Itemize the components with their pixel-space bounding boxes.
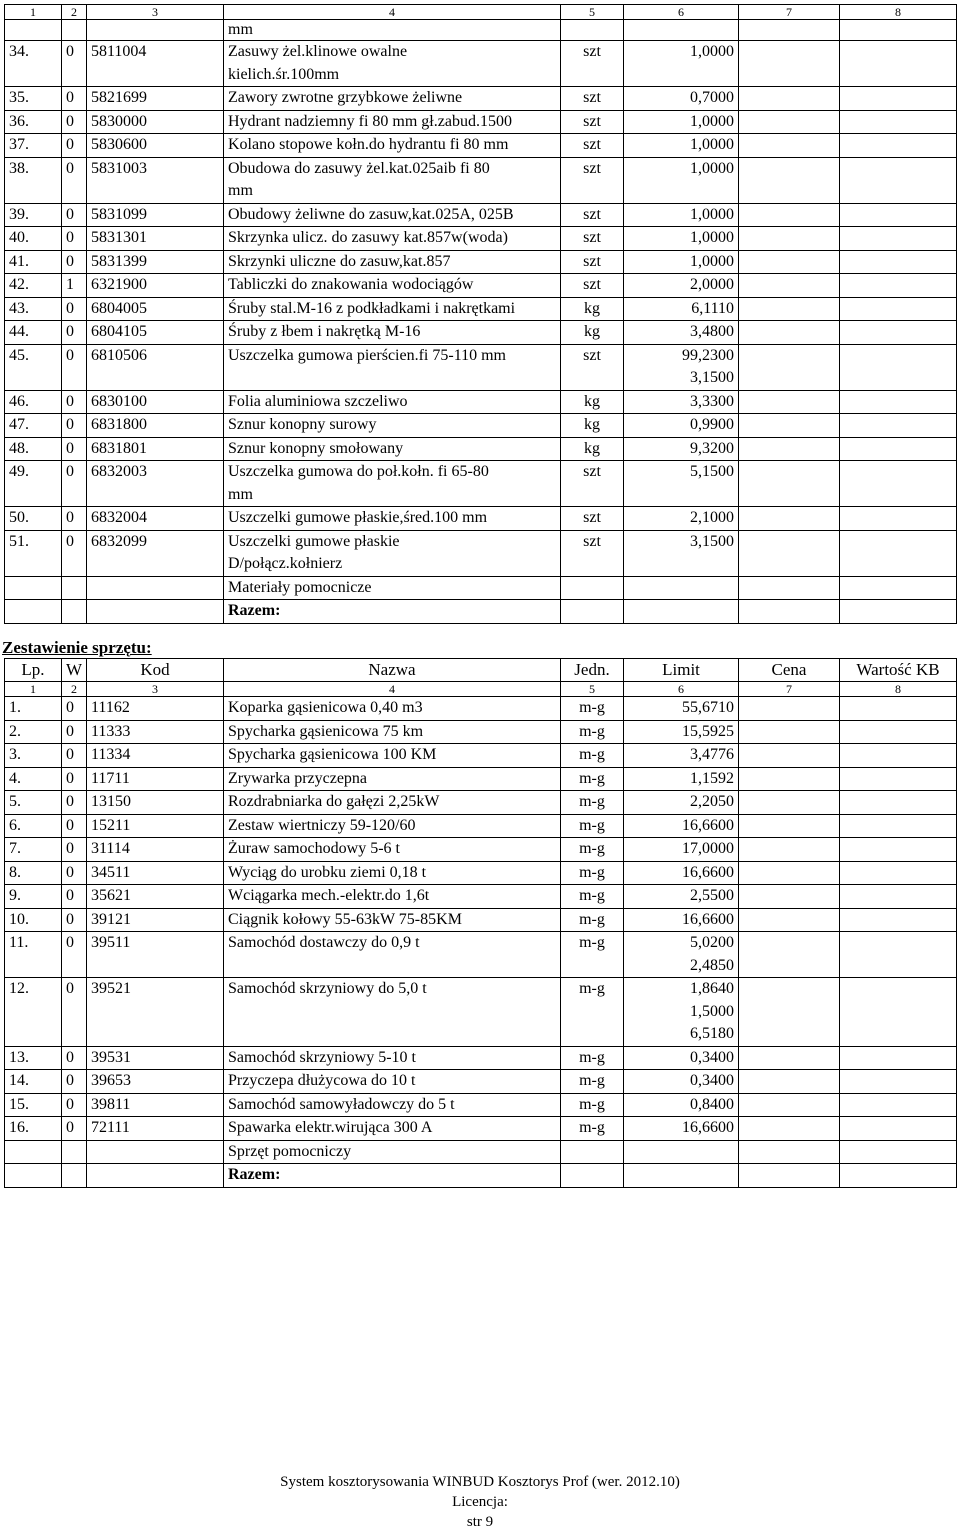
row-lp: 41.: [5, 250, 62, 274]
col-number: 8: [840, 682, 957, 697]
row-kod: 5831301: [87, 227, 224, 251]
row-w: 0: [62, 838, 87, 862]
equipment-row: [5, 1117, 957, 1141]
continuation-text: mm: [224, 20, 561, 41]
row-w: 0: [62, 885, 87, 909]
row-nazwa: Śruby z łbem i nakrętką M-16: [224, 321, 561, 345]
row-lp: 51.: [5, 530, 62, 576]
row-jedn: kg: [561, 414, 624, 438]
row-lp: 48.: [5, 437, 62, 461]
row-ilosc: 1,0000: [624, 250, 739, 274]
row-ilosc: 3,3300: [624, 390, 739, 414]
row-kod: 39811: [87, 1093, 224, 1117]
row-jedn: szt: [561, 461, 624, 507]
material-row: [5, 157, 957, 203]
row-jedn: m-g: [561, 885, 624, 909]
row-lp: 8.: [5, 861, 62, 885]
row-jedn: szt: [561, 227, 624, 251]
row-kod: 11333: [87, 720, 224, 744]
col-number: 1: [5, 682, 62, 697]
row-w: 0: [62, 978, 87, 1047]
row-kod: 5830000: [87, 110, 224, 134]
row-jedn: szt: [561, 110, 624, 134]
row-nazwa: Samochód skrzyniowy do 5,0 t: [224, 978, 561, 1047]
row-nazwa: Zestaw wiertniczy 59-120/60: [224, 814, 561, 838]
row-limit: 1,8640 1,5000 6,5180: [624, 978, 739, 1047]
col-number: 3: [87, 682, 224, 697]
col-number: 3: [87, 5, 224, 20]
row-lp: 49.: [5, 461, 62, 507]
row-kod: 5831099: [87, 203, 224, 227]
row-w: 0: [62, 227, 87, 251]
aux-equipment-label: Sprzęt pomocniczy: [224, 1140, 561, 1164]
row-kod: 6832004: [87, 507, 224, 531]
equipment-row: [5, 932, 957, 978]
row-jedn: szt: [561, 87, 624, 111]
row-jedn: szt: [561, 41, 624, 87]
equipment-row: [5, 1046, 957, 1070]
row-limit: 0,3400: [624, 1046, 739, 1070]
row-ilosc: 1,0000: [624, 110, 739, 134]
row-lp: 36.: [5, 110, 62, 134]
row-kod: 31114: [87, 838, 224, 862]
row-jedn: szt: [561, 157, 624, 203]
row-w: 0: [62, 203, 87, 227]
row-nazwa: Uszczelka gumowa pierścien.fi 75-110 mm: [224, 344, 561, 390]
row-jedn: m-g: [561, 791, 624, 815]
row-limit: 16,6600: [624, 861, 739, 885]
row-w: 0: [62, 461, 87, 507]
row-nazwa: Skrzynka ulicz. do zasuwy kat.857w(woda): [224, 227, 561, 251]
row-kod: 72111: [87, 1117, 224, 1141]
row-limit: 16,6600: [624, 814, 739, 838]
row-lp: 16.: [5, 1117, 62, 1141]
row-w: 0: [62, 767, 87, 791]
equipment-row: [5, 697, 957, 721]
continuation-row: [5, 20, 957, 41]
equipment-table-body: [5, 659, 957, 1141]
row-jedn: kg: [561, 297, 624, 321]
row-jedn: szt: [561, 250, 624, 274]
row-w: 0: [62, 250, 87, 274]
equipment-row: [5, 978, 957, 1047]
material-row: [5, 530, 957, 576]
row-kod: 35621: [87, 885, 224, 909]
row-nazwa: Spycharka gąsienicowa 100 KM: [224, 744, 561, 768]
equipment-row: [5, 744, 957, 768]
row-ilosc: 3,4800: [624, 321, 739, 345]
materials-column-numbers: [5, 5, 957, 20]
col-number: 2: [62, 682, 87, 697]
material-row: [5, 344, 957, 390]
row-kod: 13150: [87, 791, 224, 815]
material-row: [5, 274, 957, 298]
row-jedn: szt: [561, 134, 624, 158]
col-number: 6: [624, 682, 739, 697]
row-kod: 6321900: [87, 274, 224, 298]
col-number: 8: [840, 5, 957, 20]
row-jedn: m-g: [561, 744, 624, 768]
row-nazwa: Uszczelki gumowe płaskie,śred.100 mm: [224, 507, 561, 531]
row-ilosc: 1,0000: [624, 41, 739, 87]
row-nazwa: Zawory zwrotne grzybkowe żeliwne: [224, 87, 561, 111]
row-lp: 35.: [5, 87, 62, 111]
row-limit: 16,6600: [624, 908, 739, 932]
row-ilosc: 5,1500: [624, 461, 739, 507]
row-kod: 11162: [87, 697, 224, 721]
row-ilosc: 9,3200: [624, 437, 739, 461]
material-row: [5, 203, 957, 227]
row-w: 0: [62, 861, 87, 885]
row-jedn: m-g: [561, 720, 624, 744]
equipment-row: [5, 861, 957, 885]
row-nazwa: Spawarka elektr.wirująca 300 A: [224, 1117, 561, 1141]
materials-table-body: [5, 5, 957, 577]
header-nazwa: Nazwa: [224, 659, 561, 682]
equipment-summary: [5, 1140, 957, 1187]
row-jedn: m-g: [561, 932, 624, 978]
row-w: 0: [62, 791, 87, 815]
row-jedn: m-g: [561, 814, 624, 838]
row-w: 0: [62, 697, 87, 721]
row-w: 0: [62, 1093, 87, 1117]
row-kod: 5831399: [87, 250, 224, 274]
row-nazwa: Tabliczki do znakowania wodociągów: [224, 274, 561, 298]
row-jedn: m-g: [561, 1093, 624, 1117]
equipment-total-label: Razem:: [224, 1164, 561, 1188]
row-nazwa: Sznur konopny smołowany: [224, 437, 561, 461]
row-w: 0: [62, 414, 87, 438]
equipment-row: [5, 767, 957, 791]
row-limit: 5,0200 2,4850: [624, 932, 739, 978]
row-lp: 3.: [5, 744, 62, 768]
row-nazwa: Skrzynki uliczne do zasuw,kat.857: [224, 250, 561, 274]
row-lp: 43.: [5, 297, 62, 321]
row-nazwa: Hydrant nadziemny fi 80 mm gł.zabud.1500: [224, 110, 561, 134]
footer-license-text: Licencja:: [452, 1494, 508, 1510]
row-lp: 12.: [5, 978, 62, 1047]
row-w: 0: [62, 157, 87, 203]
equipment-section-title: Zestawienie sprzętu:: [2, 638, 152, 657]
row-lp: 4.: [5, 767, 62, 791]
row-ilosc: 3,1500: [624, 530, 739, 576]
row-lp: 38.: [5, 157, 62, 203]
row-w: 0: [62, 1070, 87, 1094]
materials-total-label: Razem:: [224, 600, 561, 624]
row-kod: 6832003: [87, 461, 224, 507]
row-limit: 3,4776: [624, 744, 739, 768]
col-number: 5: [561, 682, 624, 697]
row-jedn: szt: [561, 530, 624, 576]
row-kod: 39531: [87, 1046, 224, 1070]
row-ilosc: 0,7000: [624, 87, 739, 111]
row-w: 0: [62, 507, 87, 531]
row-kod: 34511: [87, 861, 224, 885]
row-kod: 5811004: [87, 41, 224, 87]
material-row: [5, 110, 957, 134]
row-w: 0: [62, 720, 87, 744]
row-ilosc: 2,0000: [624, 274, 739, 298]
row-lp: 15.: [5, 1093, 62, 1117]
row-nazwa: Wciągarka mech.-elektr.do 1,6t: [224, 885, 561, 909]
row-nazwa: Zasuwy żel.klinowe owalne kielich.śr.100mm: [224, 41, 561, 87]
row-lp: 50.: [5, 507, 62, 531]
row-limit: 0,8400: [624, 1093, 739, 1117]
row-lp: 11.: [5, 932, 62, 978]
row-jedn: m-g: [561, 1046, 624, 1070]
row-jedn: szt: [561, 274, 624, 298]
row-jedn: szt: [561, 344, 624, 390]
col-number: 6: [624, 5, 739, 20]
row-jedn: m-g: [561, 1070, 624, 1094]
row-ilosc: 6,1110: [624, 297, 739, 321]
row-nazwa: Spycharka gąsienicowa 75 km: [224, 720, 561, 744]
row-limit: 1,1592: [624, 767, 739, 791]
row-w: 0: [62, 437, 87, 461]
row-ilosc: 2,1000: [624, 507, 739, 531]
material-row: [5, 227, 957, 251]
equipment-table: [4, 658, 957, 1188]
row-jedn: m-g: [561, 838, 624, 862]
row-w: 0: [62, 744, 87, 768]
row-lp: 47.: [5, 414, 62, 438]
row-w: 0: [62, 321, 87, 345]
equipment-row: [5, 814, 957, 838]
row-jedn: kg: [561, 390, 624, 414]
footer-page-number: str 9: [466, 1514, 494, 1530]
row-jedn: m-g: [561, 697, 624, 721]
row-lp: 39.: [5, 203, 62, 227]
aux-materials-label: Materiały pomocnicze: [224, 576, 561, 600]
col-number: 4: [224, 5, 561, 20]
material-row: [5, 507, 957, 531]
row-ilosc: 1,0000: [624, 227, 739, 251]
row-ilosc: 1,0000: [624, 203, 739, 227]
row-ilosc: 0,9900: [624, 414, 739, 438]
equipment-row: [5, 838, 957, 862]
row-w: 0: [62, 87, 87, 111]
row-nazwa: Samochód samowyładowczy do 5 t: [224, 1093, 561, 1117]
row-limit: 16,6600: [624, 1117, 739, 1141]
row-nazwa: Żuraw samochodowy 5-6 t: [224, 838, 561, 862]
row-limit: 2,2050: [624, 791, 739, 815]
page-footer: [0, 1472, 960, 1532]
row-kod: 39511: [87, 932, 224, 978]
materials-table: [4, 4, 957, 624]
row-w: 0: [62, 297, 87, 321]
row-kod: 39121: [87, 908, 224, 932]
row-w: 0: [62, 1117, 87, 1141]
row-jedn: m-g: [561, 1117, 624, 1141]
row-w: 0: [62, 908, 87, 932]
material-row: [5, 297, 957, 321]
row-kod: 6832099: [87, 530, 224, 576]
row-kod: 15211: [87, 814, 224, 838]
row-nazwa: Sznur konopny surowy: [224, 414, 561, 438]
aux-equipment-row: [5, 1140, 957, 1164]
row-nazwa: Przyczepa dłużycowa do 10 t: [224, 1070, 561, 1094]
row-nazwa: Samochód dostawczy do 0,9 t: [224, 932, 561, 978]
row-kod: 6830100: [87, 390, 224, 414]
row-w: 0: [62, 390, 87, 414]
col-number: 1: [5, 5, 62, 20]
row-nazwa: Zrywarka przyczepna: [224, 767, 561, 791]
row-kod: 6831800: [87, 414, 224, 438]
row-lp: 5.: [5, 791, 62, 815]
row-nazwa: Uszczelka gumowa do poł.kołn. fi 65-80 mm: [224, 461, 561, 507]
row-kod: 5821699: [87, 87, 224, 111]
row-w: 1: [62, 274, 87, 298]
row-lp: 42.: [5, 274, 62, 298]
header-lp: Lp.: [5, 659, 62, 682]
row-w: 0: [62, 932, 87, 978]
row-kod: 5830600: [87, 134, 224, 158]
equipment-column-numbers: [5, 682, 957, 697]
materials-summary: [5, 576, 957, 623]
row-limit: 2,5500: [624, 885, 739, 909]
material-row: [5, 437, 957, 461]
header-w: W: [62, 659, 87, 682]
row-kod: 5831003: [87, 157, 224, 203]
row-nazwa: Śruby stal.M-16 z podkładkami i nakrętkami: [224, 297, 561, 321]
row-nazwa: Kolano stopowe kołn.do hydrantu fi 80 mm: [224, 134, 561, 158]
row-w: 0: [62, 134, 87, 158]
row-limit: 55,6710: [624, 697, 739, 721]
equipment-row: [5, 791, 957, 815]
row-w: 0: [62, 344, 87, 390]
equipment-row: [5, 885, 957, 909]
row-jedn: kg: [561, 437, 624, 461]
header-wartosc: Wartość KB: [840, 659, 957, 682]
row-nazwa: Ciągnik kołowy 55-63kW 75-85KM: [224, 908, 561, 932]
row-nazwa: Koparka gąsienicowa 0,40 m3: [224, 697, 561, 721]
col-number: 7: [739, 5, 840, 20]
row-kod: 6804005: [87, 297, 224, 321]
row-kod: 6804105: [87, 321, 224, 345]
row-w: 0: [62, 41, 87, 87]
equipment-header-row: [5, 659, 957, 682]
material-row: [5, 250, 957, 274]
row-ilosc: 1,0000: [624, 134, 739, 158]
col-number: 2: [62, 5, 87, 20]
equipment-total-row: [5, 1164, 957, 1188]
col-number: 5: [561, 5, 624, 20]
row-jedn: kg: [561, 321, 624, 345]
material-row: [5, 134, 957, 158]
row-lp: 1.: [5, 697, 62, 721]
row-ilosc: 99,2300 3,1500: [624, 344, 739, 390]
equipment-row: [5, 1070, 957, 1094]
row-kod: 6810506: [87, 344, 224, 390]
row-lp: 40.: [5, 227, 62, 251]
header-cena: Cena: [739, 659, 840, 682]
material-row: [5, 414, 957, 438]
row-jedn: szt: [561, 507, 624, 531]
row-lp: 9.: [5, 885, 62, 909]
footer-system-text: System kosztorysowania WINBUD Kosztorys Prof (wer. 2012.10): [280, 1474, 680, 1490]
col-number: 4: [224, 682, 561, 697]
col-number: 7: [739, 682, 840, 697]
row-lp: 2.: [5, 720, 62, 744]
material-row: [5, 321, 957, 345]
row-jedn: m-g: [561, 767, 624, 791]
equipment-row: [5, 908, 957, 932]
row-lp: 6.: [5, 814, 62, 838]
row-kod: 6831801: [87, 437, 224, 461]
row-lp: 13.: [5, 1046, 62, 1070]
row-nazwa: Obudowa do zasuwy żel.kat.025aib fi 80 mm: [224, 157, 561, 203]
material-row: [5, 461, 957, 507]
equipment-row: [5, 720, 957, 744]
header-limit: Limit: [624, 659, 739, 682]
row-lp: 45.: [5, 344, 62, 390]
equipment-row: [5, 1093, 957, 1117]
material-row: [5, 390, 957, 414]
header-jedn: Jedn.: [561, 659, 624, 682]
row-limit: 15,5925: [624, 720, 739, 744]
row-nazwa: Folia aluminiowa szczeliwo: [224, 390, 561, 414]
row-lp: 34.: [5, 41, 62, 87]
row-kod: 39653: [87, 1070, 224, 1094]
row-lp: 14.: [5, 1070, 62, 1094]
row-nazwa: Rozdrabniarka do gałęzi 2,25kW: [224, 791, 561, 815]
row-ilosc: 1,0000: [624, 157, 739, 203]
row-limit: 0,3400: [624, 1070, 739, 1094]
row-jedn: m-g: [561, 908, 624, 932]
row-nazwa: Samochód skrzyniowy 5-10 t: [224, 1046, 561, 1070]
row-kod: 39521: [87, 978, 224, 1047]
row-nazwa: Wyciąg do urobku ziemi 0,18 t: [224, 861, 561, 885]
row-nazwa: Uszczelki gumowe płaskie D/połącz.kołnierz: [224, 530, 561, 576]
row-w: 0: [62, 110, 87, 134]
row-w: 0: [62, 814, 87, 838]
row-nazwa: Obudowy żeliwne do zasuw,kat.025A, 025B: [224, 203, 561, 227]
material-row: [5, 41, 957, 87]
materials-total-row: [5, 600, 957, 624]
row-lp: 10.: [5, 908, 62, 932]
row-lp: 44.: [5, 321, 62, 345]
header-kod: Kod: [87, 659, 224, 682]
row-w: 0: [62, 1046, 87, 1070]
row-jedn: szt: [561, 203, 624, 227]
aux-materials-row: [5, 576, 957, 600]
row-kod: 11334: [87, 744, 224, 768]
row-lp: 7.: [5, 838, 62, 862]
row-kod: 11711: [87, 767, 224, 791]
row-jedn: m-g: [561, 978, 624, 1047]
row-lp: 37.: [5, 134, 62, 158]
row-jedn: m-g: [561, 861, 624, 885]
row-lp: 46.: [5, 390, 62, 414]
row-limit: 17,0000: [624, 838, 739, 862]
row-w: 0: [62, 530, 87, 576]
material-row: [5, 87, 957, 111]
